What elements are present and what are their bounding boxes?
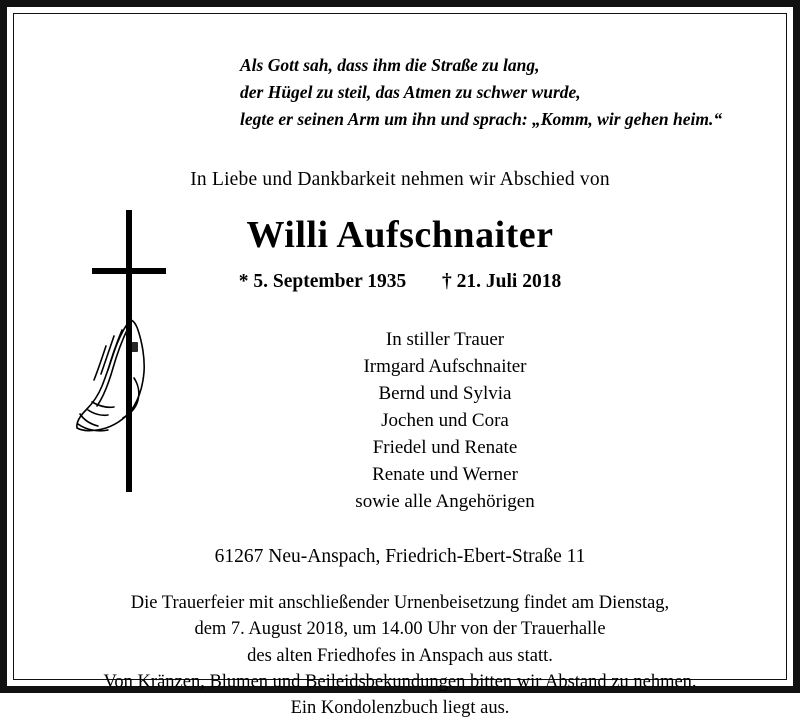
ceremony-line-4: Von Kränzen, Blumen und Beileidsbekundungen bitten wir Abstand zu nehmen. xyxy=(103,671,697,692)
verse-line-1: Als Gott sah, dass ihm die Straße zu lang, xyxy=(240,55,540,75)
address-line: 61267 Neu-Anspach, Friedrich-Ebert-Straße 11 xyxy=(214,546,586,568)
mourner-3: Jochen und Cora xyxy=(381,410,509,432)
ceremony-line-1: Die Trauerfeier mit anschließender Urnenbeisetzung findet am Dienstag, xyxy=(130,593,670,614)
verse-line-2: der Hügel zu steil, das Atmen zu schwer wurde, xyxy=(240,82,581,103)
mourner-5: Renate und Werner xyxy=(372,464,518,486)
mourning-header: In stiller Trauer xyxy=(385,329,505,351)
mourner-4: Friedel und Renate xyxy=(372,437,518,459)
ceremony-details xyxy=(40,590,760,721)
cross-icon-crossbar xyxy=(92,268,166,274)
deceased-name: Willi Aufschnaiter xyxy=(246,214,554,257)
mourner-2: Bernd und Sylvia xyxy=(378,383,512,405)
symbol-group xyxy=(72,210,202,510)
birth-date: * 5. September 1935 xyxy=(238,271,407,293)
intro-line: In Liebe und Dankbarkeit nehmen wir Abschied von xyxy=(190,169,610,191)
ceremony-line-2: dem 7. August 2018, um 14.00 Uhr von der Trauerhalle xyxy=(194,619,606,640)
inner-border-frame xyxy=(13,13,787,719)
ceremony-line-3: des alten Friedhofes in Anspach aus statt. xyxy=(247,645,553,666)
verse-line-3: legte er seinen Arm um ihn und sprach: „Komm, wir gehen heim.“ xyxy=(240,109,723,130)
memorial-verse xyxy=(40,52,760,133)
mourner-1: Irmgard Aufschnaiter xyxy=(363,356,527,378)
praying-hands-icon xyxy=(68,314,164,436)
mourner-6: sowie alle Angehörigen xyxy=(355,491,535,513)
death-date: † 21. Juli 2018 xyxy=(442,271,562,293)
ceremony-line-5: Ein Kondolenzbuch liegt aus. xyxy=(290,698,510,719)
obituary-content xyxy=(14,14,786,719)
